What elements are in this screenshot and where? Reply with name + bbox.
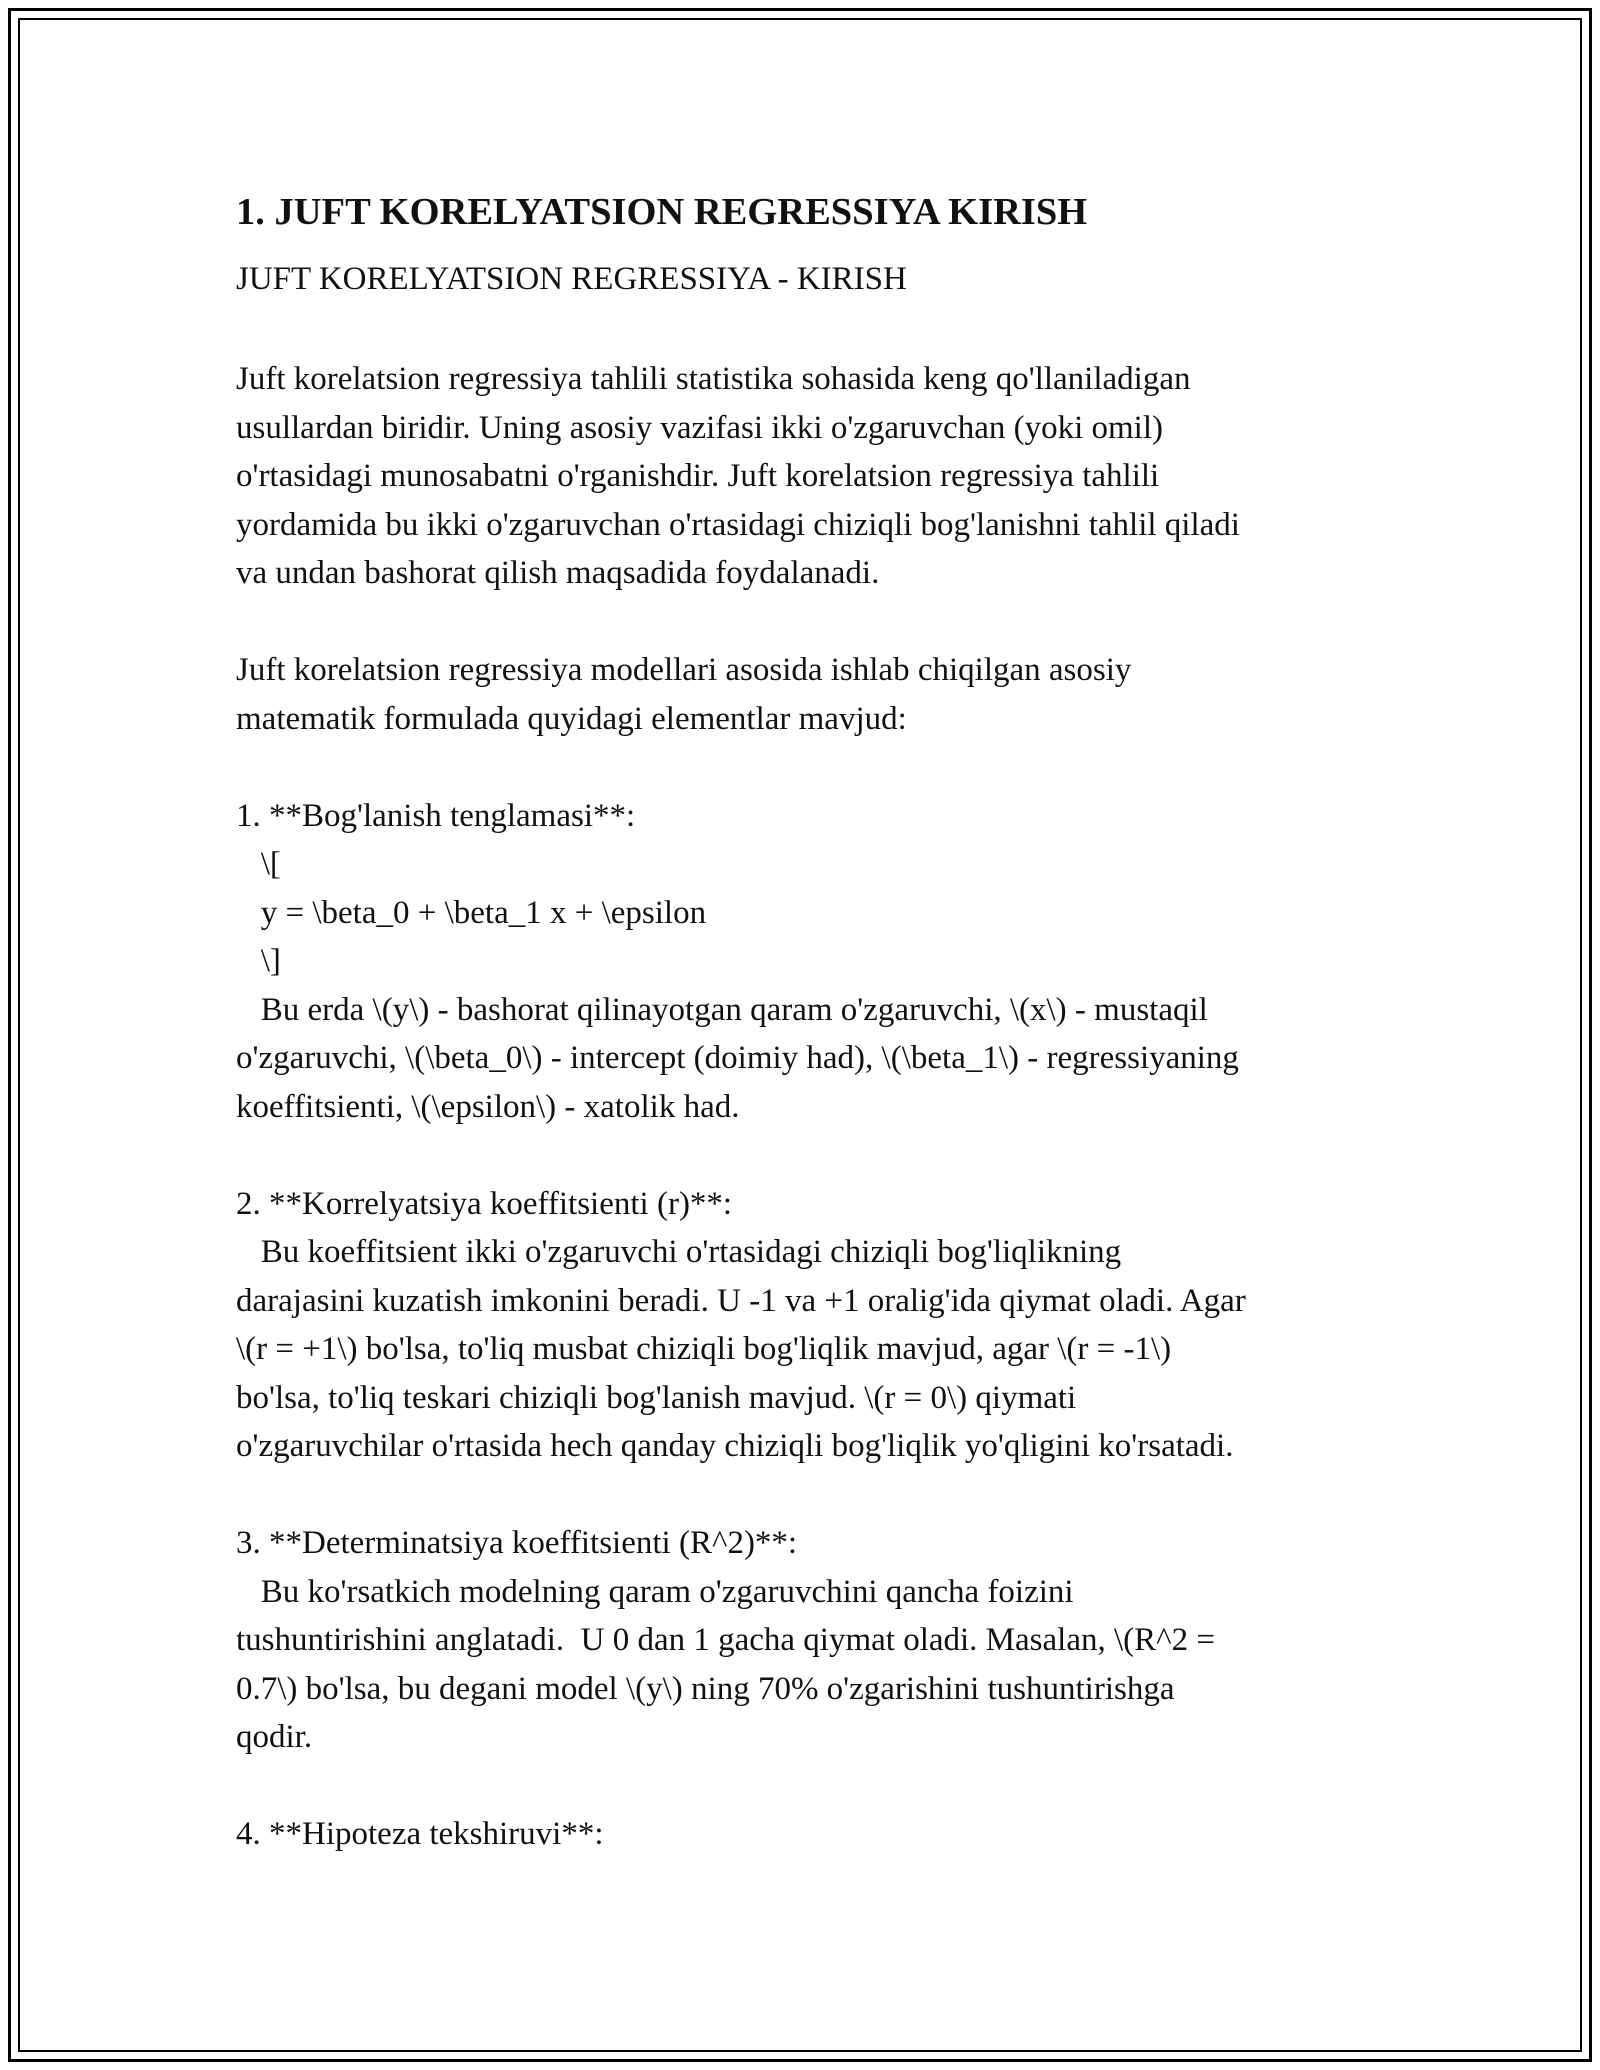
text-line: \(r = +1\) bo'lsa, to'liq musbat chiziqli bog'liqlik mavjud, agar \(r = -1\): [236, 1331, 1172, 1367]
text-line: Bu koeffitsient ikki o'zgaruvchi o'rtasidagi chiziqli bog'liqlikning: [236, 1234, 1122, 1270]
paragraph-gap: [236, 1471, 1386, 1520]
document-subtitle: JUFT KORELYATSION REGRESSIYA - KIRISH: [236, 261, 907, 297]
text-line: Bu erda \(y\) - bashorat qilinayotgan qaram o'zgaruvchi, \(x\) - mustaqil: [236, 991, 1208, 1028]
paragraph-gap: [236, 1762, 1386, 1811]
text-line: bo'lsa, to'liq teskari chiziqli bog'lanish mavjud. \(r = 0\) qiymati: [236, 1379, 1077, 1416]
paragraph-gap: [236, 598, 1386, 647]
list-item-hypothesis: [236, 1810, 1386, 1859]
list-item-equation: [236, 792, 1386, 1132]
text-line: Bu ko'rsatkich modelning qaram o'zgaruvchini qancha foizini: [236, 1573, 1074, 1610]
text-line: qodir.: [236, 1719, 313, 1755]
text-line: o'zgaruvchi, \(\beta_0\) - intercept (doimiy had), \(\beta_1\) - regressiyaning: [236, 1040, 1239, 1076]
text-line: Juft korelatsion regressiya modellari asosida ishlab chiqilgan asosiy: [236, 652, 1132, 688]
text-line: \]: [236, 943, 281, 979]
text-line: 0.7\) bo'lsa, bu degani model \(y\) ning 70% o'zgarishini tushuntirishga: [236, 1670, 1175, 1707]
text-line: o'rtasidagi munosabatni o'rganishdir. Juft korelatsion regressiya tahlili: [236, 458, 1160, 494]
text-line: usullardan biridir. Uning asosiy vazifasi ikki o'zgaruvchan (yoki omil): [236, 409, 1163, 446]
elements-intro-paragraph: [236, 646, 1386, 743]
text-line: 4. **Hipoteza tekshiruvi**:: [236, 1816, 604, 1852]
list-item-correlation: [236, 1180, 1386, 1471]
text-line: \[: [236, 846, 281, 882]
text-line: matematik formulada quyidagi elementlar mavjud:: [236, 700, 907, 737]
text-line: koeffitsienti, \(\epsilon\) - xatolik had.: [236, 1088, 740, 1125]
text-line: o'zgaruvchilar o'rtasida hech qanday chiziqli bog'liqlik yo'qligini ko'rsatadi.: [236, 1428, 1234, 1464]
paragraph-gap: [236, 1131, 1386, 1180]
document-body: [236, 186, 1386, 1859]
text-line: tushuntirishini anglatadi. U 0 dan 1 gacha qiymat oladi. Masalan, \(R^2 =: [236, 1622, 1215, 1658]
paragraph-gap: [236, 743, 1386, 792]
text-line: yordamida bu ikki o'zgaruvchan o'rtasidagi chiziqli bog'lanishni tahlil qiladi: [236, 506, 1240, 543]
document-heading: 1. JUFT KORELYATSION REGRESSIYA KIRISH: [236, 191, 1088, 233]
text-line: 2. **Korrelyatsiya koeffitsienti (r)**:: [236, 1185, 733, 1222]
text-line: darajasini kuzatish imkonini beradi. U -1 va +1 oralig'ida qiymat oladi. Agar: [236, 1282, 1246, 1319]
text-line: va undan bashorat qilish maqsadida foydalanadi.: [236, 555, 880, 591]
intro-paragraph: [236, 355, 1386, 598]
text-line: Juft korelatsion regressiya tahlili statistika sohasida keng qo'llaniladigan: [236, 361, 1191, 397]
text-line: y = \beta_0 + \beta_1 x + \epsilon: [236, 894, 707, 931]
list-item-determination: [236, 1519, 1386, 1762]
text-line: 3. **Determinatsiya koeffitsienti (R^2)**:: [236, 1525, 798, 1561]
text-line: 1. **Bog'lanish tenglamasi**:: [236, 797, 636, 834]
